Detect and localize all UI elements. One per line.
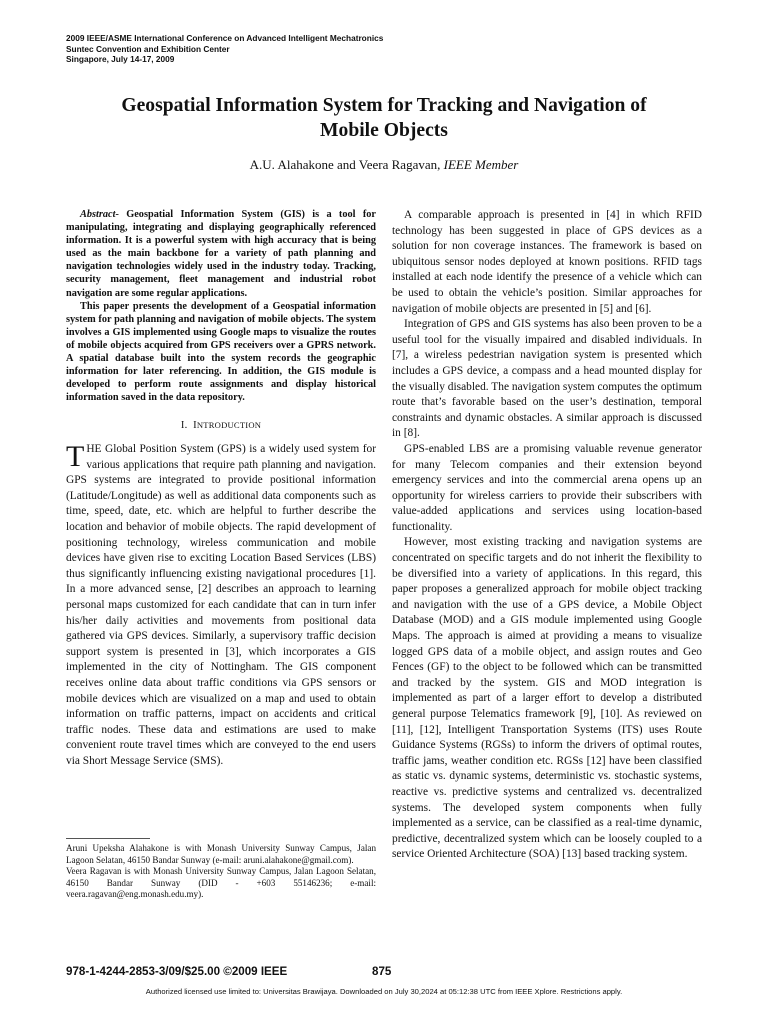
right-paragraph-2: Integration of GPS and GIS systems has also been proven to be a useful tool for the visually impaired and disabled individuals. In [7], a wireless pedestrian navigation system is presented which includes a GPS device, a compass and a head mounted display for the visually disabled. The navigation system computes the optimum route that’s favorable based on the user’s destination, temporal constraints and dynamic obstacles. A similar approach is discussed in [8]. (392, 318, 702, 440)
intro-paragraph (66, 442, 376, 769)
abstract (66, 208, 376, 404)
footnote-author-1: Aruni Upeksha Alahakone is with Monash University Sunway Campus, Jalan Lagoon Selatan, 46150 Bandar Sunway (e-mail: aruni.alahakone@gmail.com). (66, 843, 376, 865)
paper-title (60, 94, 708, 143)
right-paragraph-1: A comparable approach is presented in [4] in which RFID technology has been suggested in place of GPS devices as a solution for non coverage instances. The framework is based on ubiquitous sensor nodes deployed at known positions. RFID tags installed at each node identify the presence of a vehicle which can be used to obtain the vehicle’s position. Similar approaches for navigation of mobile objects are presented in [5] and [6]. (392, 209, 702, 315)
author-line (60, 157, 708, 173)
title-line-1: Geospatial Information System for Tracking and Navigation of (121, 95, 647, 116)
license-notice: Authorized licensed use limited to: Universitas Brawijaya. Downloaded on July 30,2024 at 05:12:38 UTC from IEEE Xplore. Restrictions apply. (145, 987, 623, 996)
author-names: A.U. Alahakone and Veera Ragavan, (249, 157, 444, 172)
author-footnote (66, 843, 376, 901)
abstract-text-1: Geospatial Information System (GIS) is a tool for manipulating, integrating and displaying geographically referenced information. It is a powerful system with high accuracy that is being used as the main backbone for a variety of path planning and navigation technologies widely used in the industry today. Tracking, security management, fleet management and industrial robot navigation are some regular applications. (66, 209, 376, 299)
right-paragraph-3: GPS-enabled LBS are a promising valuable revenue generator for many Telecom companies and their extension beyond emergency services and into the commercial arena opens up an opportunity for wireless carriers to provide their subscribers with value-added applications and services using location-based functionality. (392, 442, 702, 533)
abstract-paragraph-1 (66, 208, 376, 300)
conference-venue: Suntec Convention and Exhibition Center (66, 43, 230, 54)
section-heading-introduction (66, 418, 376, 434)
isbn-copyright: 978-1-4244-2853-3/09/$25.00 ©2009 IEEE (66, 965, 288, 978)
page-number: 875 (372, 965, 392, 978)
conference-header (66, 33, 383, 65)
conference-date: Singapore, July 14-17, 2009 (66, 54, 175, 65)
author-membership: IEEE Member (443, 157, 519, 172)
left-column (66, 208, 376, 769)
abstract-paragraph-2: This paper presents the development of a Geospatial information system for path planning and navigation of mobile objects. The system involves a GIS implemented using Google maps to visualize the routes of mobile objects acquired from GPS receivers over a GPRS network. A spatial database built into the system records the geographic information for later referencing. In addition, the GIS module is developed to perform route assignments and display historical information saved in the data repository. (66, 300, 376, 404)
right-paragraph-4: However, most existing tracking and navigation systems are concentrated on specific targets and do not inherit the flexibility to be diversified into a variety of applications. In this regard, this paper proposes a generalized approach for mobile object tracking and navigation with the use of a GPS device, a Mobile Object Database (MOD) and a GIS module implemented using Google Maps. The approach is aimed at providing a means to visualize logged GPS data of a mobile object, and assign routes and Geo Fences (GF) to the object to be followed which can be transmitted and tracked by the system. GIS and MOD integration is implemented as part of a larger effort to develop a distributed general purpose Telematics framework [9], [10]. As reviewed on [11], [12], Intelligent Transportation Systems (ITS) uses Route Guidance Systems (RGSs) to inform the drivers of optimal routes, traffic jams, weather condition etc. RGSs [12] have been classified as static vs. dynamic systems, deterministic vs. stochastic systems, reactive vs. predictive systems and centralized vs. decentralized systems. The developed system components when fully implemented as a service, can be classified as a real-time dynamic, predictive, decentralized system which can be loosely coupled to a service Oriented Architecture (SOA) [13] based tracking system. (392, 536, 702, 861)
right-column (392, 208, 702, 863)
footnote-author-2: Veera Ragavan is with Monash University Sunway Campus, Jalan Lagoon Selatan, 46150 Bandar Sunway (DID - +603 55146236; e-mail: veera.ragavan@eng.monash.edu.my). (66, 866, 376, 900)
title-line-2: Mobile Objects (320, 119, 448, 141)
conference-name: 2009 IEEE/ASME International Conference on Advanced Intelligent Mechatronics (66, 33, 384, 43)
section-title-initial: I (193, 420, 197, 432)
drop-cap: T (66, 440, 85, 473)
abstract-label: Abstract- (80, 209, 119, 220)
section-title-rest: NTRODUCTION (196, 420, 262, 431)
footnote-divider (66, 838, 150, 839)
intro-text: HE Global Position System (GPS) is a widely used system for various applications that require path planning and navigation. GPS systems are integrated to provide positional information (Latitude/Longitude) as well as additional data components such as time, speed, date, etc. which are helpful to further describe the location and behavior of mobile objects. The rapid development of positioning technology, wireless communication and mobile devices have given rise to exciting Location Based Services (LBS) thus significantly influencing existing navigational procedures [1]. In a more advanced sense, [2] describes an approach to learning personal maps customized for each candidate that can in turn infer his/her daily activities and movements from positional data gathered via GPS devices. Similarly, a supervisory traffic decision support system is presented in [3], which incorporates a GIS implemented in the city of Nottingham. The GIS component receives online data about traffic conditions via GPS sensors or mobile devices which are visualized on a map and used to obtain information on traffic patterns, impact on accidents and critical traffic nodes. These data and estimations are used to make convenient route travel times which are conveyed to the end users via Short Message Service (SMS). (66, 443, 376, 767)
section-numeral: I. (180, 420, 188, 432)
